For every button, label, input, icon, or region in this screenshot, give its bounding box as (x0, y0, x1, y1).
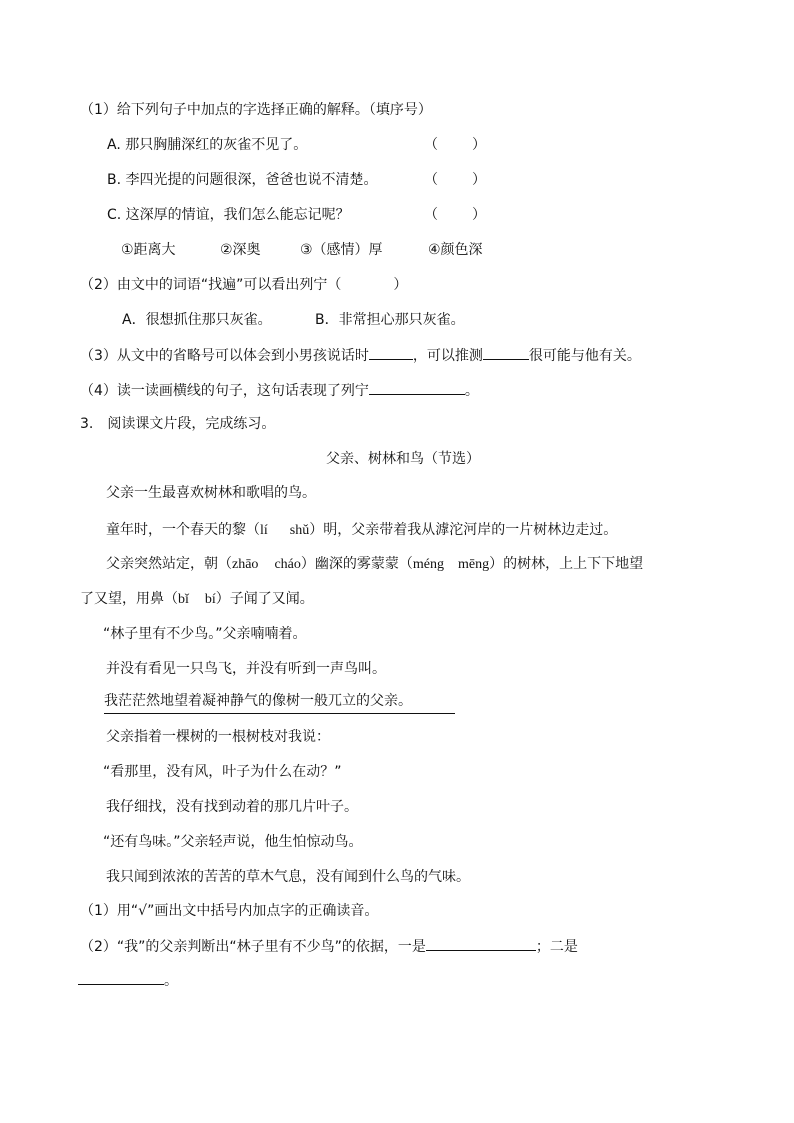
para3-pre: 父亲突然站定，朝（ (106, 556, 232, 572)
question-instruction: 阅读课文片段，完成练习。 (107, 416, 276, 432)
q2-p1-prompt: （1）给下列句子中加点的字选择正确的解释。（填序号） (80, 102, 432, 118)
q2-p1-option-3: ③（感情）厚 (300, 242, 383, 258)
passage-para-4: “林子里有不少鸟。”父亲喃喃着。 (103, 626, 307, 642)
para2-pre: 童年时，一个春天的黎（ (106, 522, 260, 538)
q2-p2-text: （2）由文中的词语“找遍”可以看出列宁（ (80, 277, 342, 293)
paren-close: ） (393, 277, 408, 293)
passage-title: 父亲、树林和鸟（节选） (326, 451, 480, 467)
passage-para-10: “还有鸟味。”父亲轻声说，他生怕惊动鸟。 (103, 834, 363, 850)
para3-post: ）的树林，上上下下地望 (489, 556, 644, 572)
para3-line2-pre: 了又望，用鼻（ (80, 591, 178, 607)
answer-blank[interactable] (369, 380, 465, 395)
item-c-text: C. 这深厚的情谊，我们怎么能忘记呢？ (107, 207, 350, 223)
item-b-text: B. 李四光提的问题很深，爸爸也说不清楚。 (107, 172, 378, 188)
q2-p1-option-1: ①距离大 (121, 242, 176, 258)
q2-p3 (80, 345, 641, 366)
q2-p2-option-b: B．非常担心那只灰雀。 (315, 312, 465, 328)
para3-line2-post: ）子闻了又闻。 (215, 591, 314, 607)
passage-para-6-underlined: 我茫茫然地望着凝神静气的像树一般兀立的父亲。 (104, 691, 455, 714)
q2-p1-item-c (107, 205, 350, 225)
answer-blank[interactable] (78, 970, 164, 985)
q2-p1-item-b (107, 170, 378, 190)
passage-para-9: 我仔细找，没有找到动着的那几片叶子。 (106, 799, 358, 815)
q3-p2-part3: 。 (164, 973, 178, 989)
q2-p3-part3: 很可能与他有关。 (528, 348, 641, 364)
q3-p2-part1: （2）“我”的父亲判断出“林子里有不少鸟”的依据，一是 (80, 939, 426, 955)
pinyin-option: shǔ (289, 523, 310, 538)
pinyin-option: méng (412, 557, 444, 572)
answer-blank[interactable] (426, 936, 536, 951)
q2-p3-part2: ，可以推测 (412, 348, 483, 364)
answer-blank[interactable] (483, 345, 529, 360)
q2-p3-part1: （3）从文中的省略号可以体会到小男孩说话时 (80, 348, 369, 364)
paren-close: ） (472, 137, 486, 153)
pinyin-option: bǐ (178, 592, 189, 607)
passage-para-1: 父亲一生最喜欢树林和歌唱的鸟。 (106, 485, 316, 501)
q3-heading (80, 414, 275, 434)
paren-close: ） (472, 172, 486, 188)
paren-open: （ (424, 207, 438, 223)
q2-p1-item-a (107, 135, 307, 155)
para2-post: ）明，父亲带着我从滹沱河岸的一片树林边走过。 (309, 522, 618, 538)
q2-p1-answer-a[interactable] (424, 135, 486, 155)
paren-open: （ (424, 172, 438, 188)
passage-para-8: “看那里，没有风，叶子为什么在动？” (103, 764, 342, 780)
q3-p2-part2: ；二是 (535, 939, 578, 955)
paren-open: （ (424, 137, 438, 153)
answer-blank[interactable] (369, 345, 413, 360)
q2-p4 (80, 380, 479, 401)
q2-p1-answer-b[interactable] (424, 170, 486, 190)
passage-para-3-line-2 (80, 589, 314, 610)
para3-mid: ）幽深的雾蒙蒙（ (300, 556, 413, 572)
pinyin-option: lí (260, 523, 268, 538)
q3-p1: （1）用“√”画出文中括号内加点字的正确读音。 (80, 903, 379, 919)
q2-p1-option-2: ②深奥 (220, 242, 261, 258)
q2-p4-part1: （4）读一读画横线的句子，这句话表现了列宁 (80, 383, 369, 399)
q2-p1-option-4: ④颜色深 (428, 242, 483, 258)
paren-close: ） (472, 207, 486, 223)
pinyin-option: zhāo (232, 557, 259, 572)
q3-p2-line-2 (78, 970, 178, 991)
question-number: 3. (80, 416, 94, 432)
passage-para-3-line-1 (106, 554, 643, 575)
passage-para-2 (106, 520, 617, 541)
passage-para-11: 我只闻到浓浓的苦苦的草木气息，没有闻到什么鸟的气味。 (106, 869, 470, 885)
q2-p1-answer-c[interactable] (424, 205, 486, 225)
pinyin-option: cháo (274, 557, 301, 572)
passage-para-7: 父亲指着一棵树的一根树枝对我说： (106, 729, 330, 745)
pinyin-option: bí (204, 592, 216, 607)
q2-p4-part2: 。 (464, 383, 479, 399)
q2-p2-option-a: A．很想抓住那只灰雀。 (122, 312, 272, 328)
q2-p2-prompt (80, 275, 407, 295)
passage-para-5: 并没有看见一只鸟飞，并没有听到一声鸟叫。 (106, 661, 386, 677)
item-a-text: A. 那只胸脯深红的灰雀不见了。 (107, 137, 308, 153)
pinyin-option: mēng (457, 557, 490, 572)
q3-p2-line-1 (80, 936, 578, 957)
